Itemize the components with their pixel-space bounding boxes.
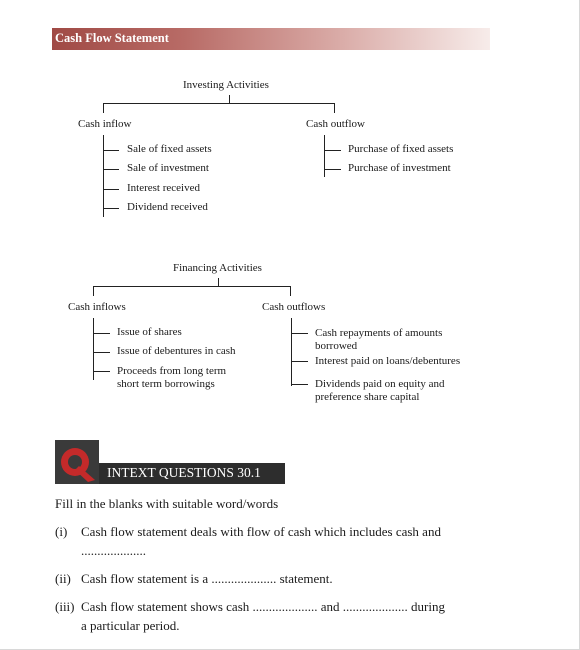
instruction-text: Fill in the blanks with suitable word/words: [55, 496, 279, 511]
bracket-tick: [93, 352, 110, 353]
investing-inflow-label: Cash inflow: [78, 118, 132, 130]
bracket-line: [324, 135, 325, 177]
list-item: Sale of investment: [127, 162, 209, 174]
bracket-tick: [93, 371, 110, 372]
question-number: (ii): [55, 571, 71, 586]
investing-title: Investing Activities: [183, 79, 269, 91]
list-item: Purchase of fixed assets: [348, 143, 454, 155]
connector-line: [103, 103, 104, 113]
bracket-tick: [93, 333, 110, 334]
bracket-tick: [103, 189, 119, 190]
question-number: (i): [55, 524, 68, 539]
financing-inflow-label: Cash inflows: [68, 301, 126, 313]
financing-outflow-label: Cash outflows: [262, 301, 326, 313]
list-item: Interest paid on loans/debentures: [315, 355, 461, 367]
list-item: Proceeds from long term short term borrowings: [117, 365, 227, 390]
bracket-tick: [324, 150, 341, 151]
bracket-tick: [103, 169, 119, 170]
connector-line: [93, 286, 94, 296]
list-item: Cash repayments of amounts borrowed: [315, 327, 443, 352]
connector-line: [290, 286, 291, 296]
bracket-tick: [324, 169, 341, 170]
bracket-tick: [291, 361, 308, 362]
question-text-continued: a particular period.: [81, 618, 180, 633]
question-text: Cash flow statement is a .................... statement.: [81, 571, 333, 586]
list-item: Issue of shares: [117, 326, 182, 338]
financing-title: Financing Activities: [173, 262, 262, 274]
list-item: Issue of debentures in cash: [117, 345, 236, 357]
connector-line: [334, 103, 335, 113]
list-item: Sale of fixed assets: [127, 143, 212, 155]
section-title: Cash Flow Statement: [55, 31, 169, 45]
question-number: (iii): [55, 599, 75, 614]
answer-blank: ....................: [81, 543, 146, 558]
bracket-tick: [103, 150, 119, 151]
intext-questions-bar: [99, 463, 285, 484]
intext-questions-title: INTEXT QUESTIONS 30.1: [107, 465, 261, 480]
bracket-line: [103, 135, 104, 217]
section-header-band: [52, 28, 490, 50]
list-item: Dividends paid on equity and preference share capital: [315, 378, 445, 403]
question-text: Cash flow statement shows cash .................... and .................... during: [81, 599, 445, 614]
question-text: Cash flow statement deals with flow of cash which includes cash and: [81, 524, 441, 539]
bracket-tick: [291, 333, 308, 334]
connector-line: [103, 103, 335, 104]
connector-line: [229, 95, 230, 103]
bracket-line: [291, 318, 292, 386]
connector-line: [93, 286, 291, 287]
list-item: Dividend received: [127, 201, 208, 213]
question-q-icon: [55, 440, 99, 484]
connector-line: [218, 278, 219, 286]
investing-outflow-label: Cash outflow: [306, 118, 365, 130]
bracket-tick: [103, 208, 119, 209]
list-item: Interest received: [127, 182, 200, 194]
list-item: Purchase of investment: [348, 162, 451, 174]
bracket-tick: [291, 384, 308, 385]
